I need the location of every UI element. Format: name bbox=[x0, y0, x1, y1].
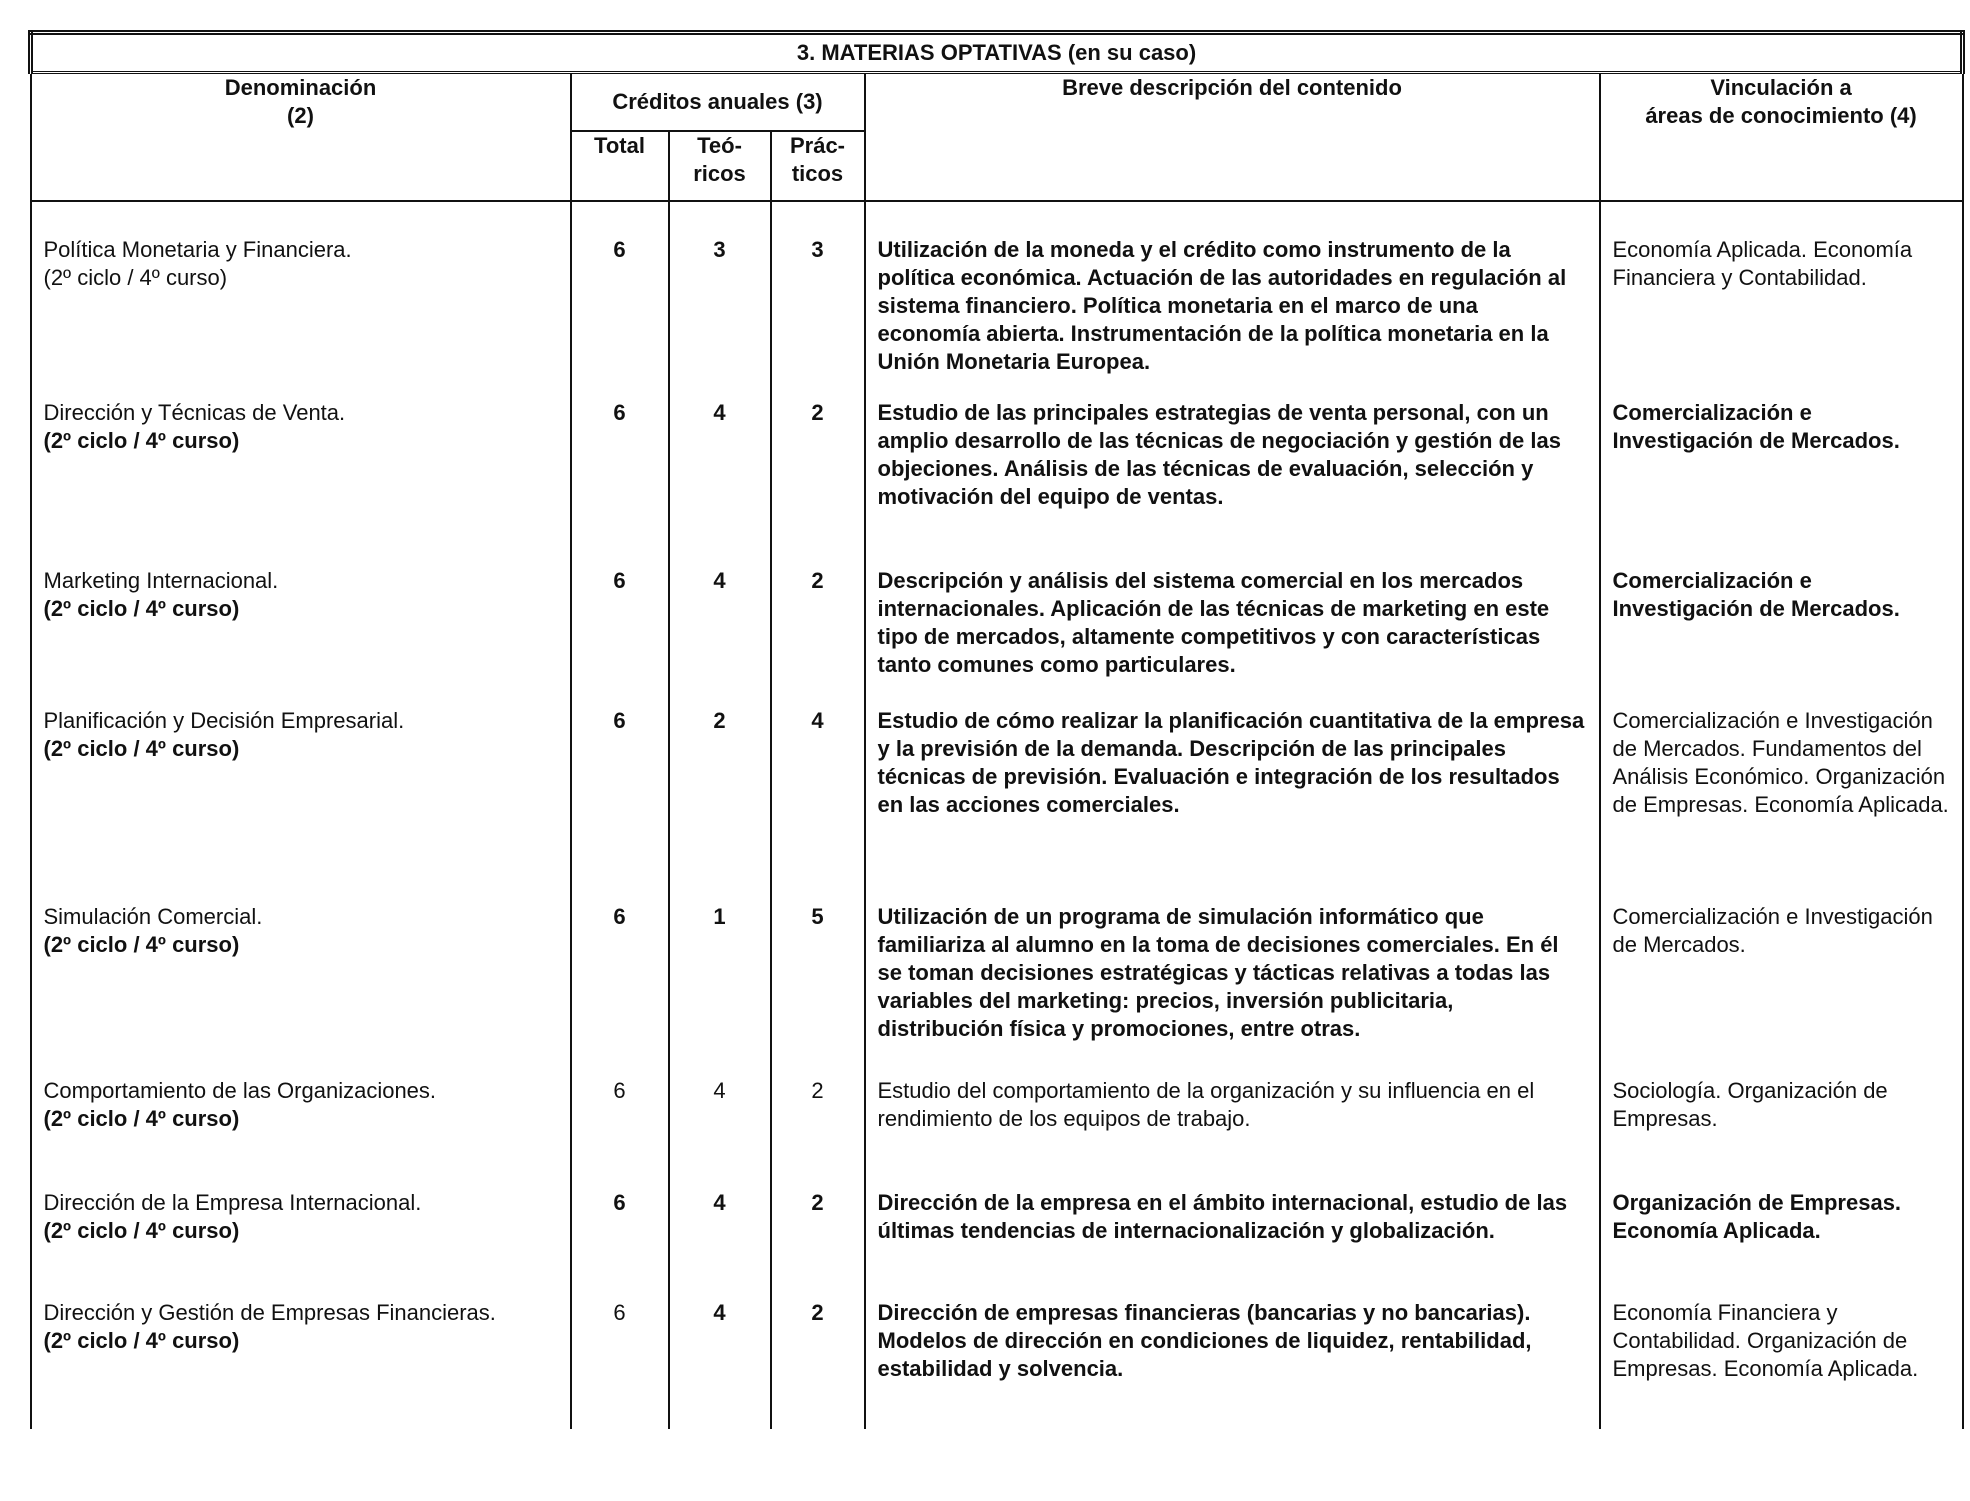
header-practicos-line2: ticos bbox=[791, 161, 844, 186]
subject-name: Dirección y Técnicas de Venta. bbox=[43, 400, 346, 425]
cell-total: 6 bbox=[571, 707, 669, 903]
cell-practicos: 2 bbox=[771, 1077, 865, 1189]
header-teoricos bbox=[669, 131, 771, 201]
subject-name: Dirección de la Empresa Internacional. bbox=[43, 1190, 422, 1215]
cell-denominacion bbox=[31, 707, 571, 903]
cell-denominacion bbox=[31, 399, 571, 567]
cell-denominacion bbox=[31, 1299, 571, 1429]
cell-teoricos: 4 bbox=[669, 567, 771, 707]
cell-teoricos: 3 bbox=[669, 201, 771, 399]
cell-vinculacion: Organización de Empresas. Economía Aplicada. bbox=[1600, 1189, 1963, 1299]
header-descripcion: Breve descripción del contenido bbox=[865, 73, 1600, 202]
document-sheet bbox=[28, 30, 1960, 1470]
cell-practicos: 5 bbox=[771, 903, 865, 1077]
cell-vinculacion: Economía Aplicada. Economía Financiera y Contabilidad. bbox=[1600, 201, 1963, 399]
cell-practicos: 2 bbox=[771, 1299, 865, 1429]
optativas-table bbox=[28, 30, 1965, 1429]
cell-descripcion: Utilización de un programa de simulación informático que familiariza al alumno en la toma de decisiones comerciales. En él se toman decisiones estratégicas y tácticas relativas a todas las variables del marketing: precios, inversión publicitaria, distribución física y promociones, entre otras. bbox=[865, 903, 1600, 1077]
cell-vinculacion: Comercialización e Investigación de Mercados. bbox=[1600, 399, 1963, 567]
subject-name: Política Monetaria y Financiera. bbox=[43, 237, 352, 262]
header-denominacion-note: (2) bbox=[287, 103, 314, 128]
cell-denominacion bbox=[31, 1077, 571, 1189]
table-row bbox=[31, 399, 1963, 567]
cell-denominacion bbox=[31, 201, 571, 399]
subject-ciclo: (2º ciclo / 4º curso) bbox=[43, 932, 240, 957]
table-row bbox=[31, 1299, 1963, 1429]
cell-denominacion bbox=[31, 1189, 571, 1299]
header-total: Total bbox=[571, 131, 669, 201]
table-row bbox=[31, 1189, 1963, 1299]
subject-name: Planificación y Decisión Empresarial. bbox=[43, 708, 405, 733]
cell-descripcion: Descripción y análisis del sistema comercial en los mercados internacionales. Aplicación de las técnicas de marketing en este tipo de mercados, altamente competitivos y con características tanto comunes como particulares. bbox=[865, 567, 1600, 707]
cell-total: 6 bbox=[571, 201, 669, 399]
cell-vinculacion: Comercialización e Investigación de Mercados. bbox=[1600, 567, 1963, 707]
subject-ciclo: (2º ciclo / 4º curso) bbox=[43, 428, 240, 453]
header-teoricos-line1: Teó- bbox=[697, 133, 742, 158]
header-vinculacion bbox=[1600, 73, 1963, 202]
cell-total: 6 bbox=[571, 1299, 669, 1429]
cell-total: 6 bbox=[571, 903, 669, 1077]
table-row bbox=[31, 201, 1963, 399]
cell-teoricos: 2 bbox=[669, 707, 771, 903]
cell-denominacion bbox=[31, 903, 571, 1077]
subject-name: Comportamiento de las Organizaciones. bbox=[43, 1078, 437, 1103]
header-vinculacion-line2: áreas de conocimiento (4) bbox=[1645, 103, 1917, 128]
cell-teoricos: 4 bbox=[669, 1077, 771, 1189]
cell-total: 6 bbox=[571, 1077, 669, 1189]
subject-name: Marketing Internacional. bbox=[43, 568, 279, 593]
cell-practicos: 3 bbox=[771, 201, 865, 399]
header-practicos-line1: Prác- bbox=[789, 133, 846, 158]
cell-denominacion bbox=[31, 567, 571, 707]
cell-teoricos: 1 bbox=[669, 903, 771, 1077]
cell-practicos: 2 bbox=[771, 399, 865, 567]
subject-name: Dirección y Gestión de Empresas Financieras. bbox=[43, 1300, 496, 1325]
cell-vinculacion: Comercialización e Investigación de Mercados. Fundamentos del Análisis Económico. Organización de Empresas. Economía Aplicada. bbox=[1600, 707, 1963, 903]
header-creditos: Créditos anuales (3) bbox=[571, 73, 865, 132]
table-row bbox=[31, 707, 1963, 903]
cell-descripcion: Dirección de empresas financieras (bancarias y no bancarias). Modelos de dirección en condiciones de liquidez, rentabilidad, estabilidad y solvencia. bbox=[865, 1299, 1600, 1429]
cell-descripcion: Estudio de cómo realizar la planificación cuantitativa de la empresa y la previsión de la demanda. Descripción de las principales técnicas de previsión. Evaluación e integración de los resultados en las acciones comerciales. bbox=[865, 707, 1600, 903]
subject-ciclo: (2º ciclo / 4º curso) bbox=[43, 1328, 240, 1353]
cell-practicos: 2 bbox=[771, 1189, 865, 1299]
cell-teoricos: 4 bbox=[669, 399, 771, 567]
cell-descripcion: Estudio de las principales estrategias de venta personal, con un amplio desarrollo de las técnicas de negociación y gestión de las objeciones. Análisis de las técnicas de evaluación, selección y motivación del equipo de ventas. bbox=[865, 399, 1600, 567]
subject-ciclo: (2º ciclo / 4º curso) bbox=[43, 1218, 240, 1243]
cell-descripcion: Utilización de la moneda y el crédito como instrumento de la política económica. Actuación de las autoridades en regulación al sistema financiero. Política monetaria en el marco de una economía abierta. Instrumentación de la política monetaria en la Unión Monetaria Europea. bbox=[865, 201, 1600, 399]
subject-ciclo: (2º ciclo / 4º curso) bbox=[43, 1106, 240, 1131]
cell-total: 6 bbox=[571, 1189, 669, 1299]
cell-teoricos: 4 bbox=[669, 1189, 771, 1299]
cell-practicos: 4 bbox=[771, 707, 865, 903]
table-row bbox=[31, 1077, 1963, 1189]
cell-vinculacion: Sociología. Organización de Empresas. bbox=[1600, 1077, 1963, 1189]
cell-practicos: 2 bbox=[771, 567, 865, 707]
subject-ciclo: (2º ciclo / 4º curso) bbox=[43, 736, 240, 761]
header-vinculacion-line1: Vinculación a bbox=[1710, 75, 1852, 100]
cell-teoricos: 4 bbox=[669, 1299, 771, 1429]
header-denominacion bbox=[31, 73, 571, 202]
cell-total: 6 bbox=[571, 567, 669, 707]
header-teoricos-line2: ricos bbox=[693, 161, 746, 186]
cell-vinculacion: Economía Financiera y Contabilidad. Organización de Empresas. Economía Aplicada. bbox=[1600, 1299, 1963, 1429]
subject-ciclo: (2º ciclo / 4º curso) bbox=[43, 265, 228, 290]
cell-vinculacion: Comercialización e Investigación de Mercados. bbox=[1600, 903, 1963, 1077]
table-row bbox=[31, 903, 1963, 1077]
cell-descripcion: Estudio del comportamiento de la organización y su influencia en el rendimiento de los equipos de trabajo. bbox=[865, 1077, 1600, 1189]
subject-ciclo: (2º ciclo / 4º curso) bbox=[43, 596, 240, 621]
cell-total: 6 bbox=[571, 399, 669, 567]
header-practicos bbox=[771, 131, 865, 201]
table-row bbox=[31, 567, 1963, 707]
cell-descripcion: Dirección de la empresa en el ámbito internacional, estudio de las últimas tendencias de internacionalización y globalización. bbox=[865, 1189, 1600, 1299]
subject-name: Simulación Comercial. bbox=[43, 904, 263, 929]
table-title: 3. MATERIAS OPTATIVAS (en su caso) bbox=[31, 33, 1963, 73]
header-denominacion-label: Denominación bbox=[224, 75, 377, 100]
